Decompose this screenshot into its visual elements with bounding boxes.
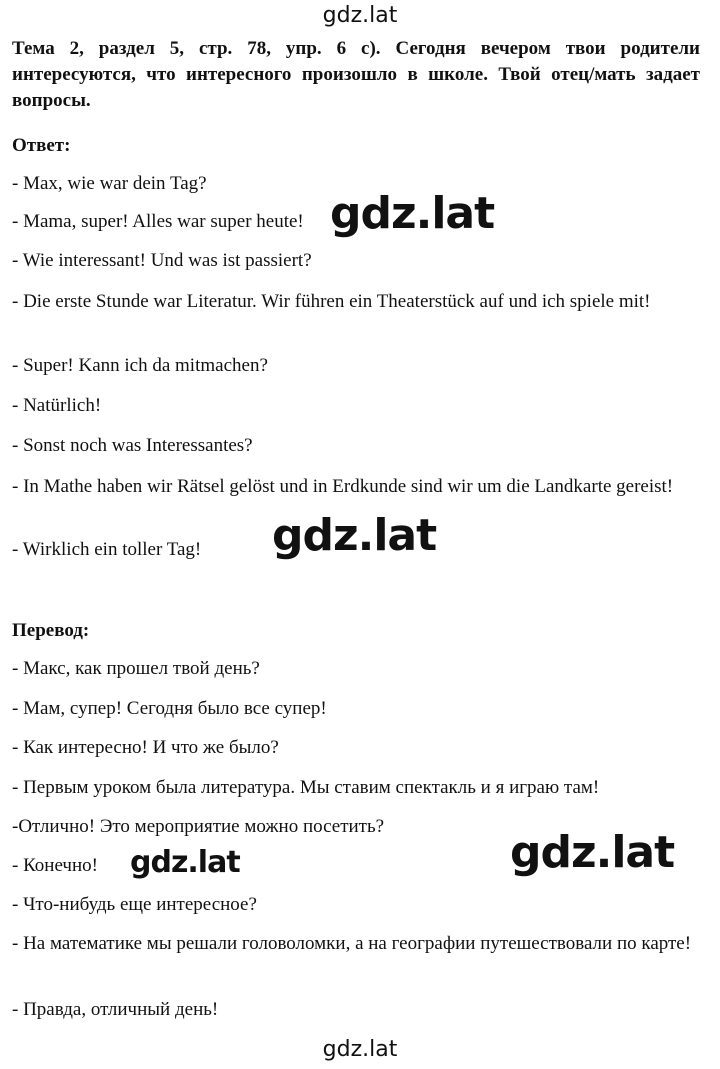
- answer-line: - Die erste Stunde war Literatur. Wir führen ein Theaterstück auf und ich spiele mit!: [12, 291, 651, 312]
- translation-line: - Макс, как прошел твой день?: [12, 658, 260, 679]
- answer-line: - Max, wie war dein Tag?: [12, 173, 207, 194]
- translation-line: - Первым уроком была литература. Мы ставим спектакль и я играю там!: [12, 777, 600, 798]
- watermark-logo: gdz.lat: [330, 188, 495, 239]
- task-title: Тема 2, раздел 5, стр. 78, упр. 6 с). Сегодня вечером твои родители интересуются, что интересного произошло в школе. Твой отец/мать задает вопросы.: [12, 38, 700, 111]
- answer-line: - Super! Kann ich da mitmachen?: [12, 355, 268, 376]
- answer-heading: Ответ:: [12, 135, 71, 156]
- answer-line: - Wirklich ein toller Tag!: [12, 539, 202, 560]
- translation-line: - На математике мы решали головоломки, а на географии путешествовали по карте!: [12, 933, 692, 954]
- translation-line: - Правда, отличный день!: [12, 999, 219, 1020]
- translation-line: - Как интересно! И что же было?: [12, 737, 279, 758]
- translation-line: - Конечно!: [12, 855, 98, 876]
- site-footer: gdz.lat: [322, 1037, 398, 1062]
- answer-line: - Sonst noch was Interessantes?: [12, 435, 253, 456]
- answer-line: - Natürlich!: [12, 395, 102, 416]
- watermark-logo: gdz.lat: [510, 827, 675, 878]
- watermark-logo: gdz.lat: [272, 510, 437, 561]
- translation-line: - Мам, супер! Сегодня было все супер!: [12, 698, 327, 719]
- translation-line: -Отлично! Это мероприятие можно посетить?: [12, 816, 385, 837]
- answer-line: - In Mathe haben wir Rätsel gelöst und in Erdkunde sind wir um die Landkarte gereist!: [12, 476, 674, 497]
- translation-heading: Перевод:: [12, 620, 90, 641]
- answer-line: - Wie interessant! Und was ist passiert?: [12, 250, 312, 271]
- watermark-logo: gdz.lat: [130, 845, 240, 880]
- answer-line: - Mama, super! Alles war super heute!: [12, 211, 304, 232]
- site-header: gdz.lat: [322, 3, 398, 28]
- translation-line: - Что-нибудь еще интересное?: [12, 894, 257, 915]
